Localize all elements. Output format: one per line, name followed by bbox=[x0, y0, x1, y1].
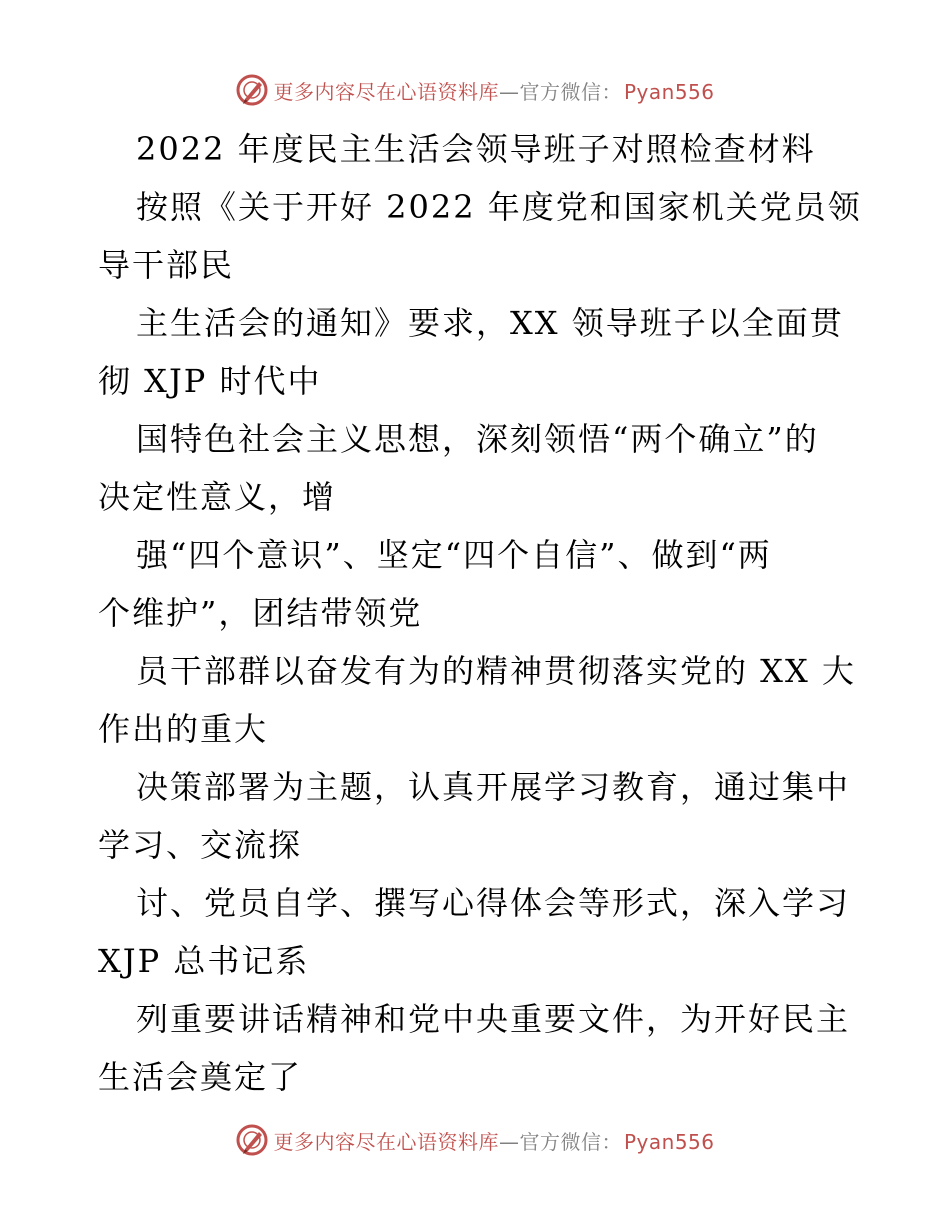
watermark-header bbox=[0, 70, 950, 110]
watermark-separator: — bbox=[498, 1129, 520, 1154]
watermark-brand: 更多内容尽在心语资料库 bbox=[273, 79, 499, 104]
watermark-id: Pyan556 bbox=[623, 79, 715, 104]
paragraph-line: 国特色社会主义思想，深刻领悟“两个确立”的 bbox=[136, 420, 819, 458]
paragraph-line: 学习、交流探 bbox=[98, 826, 303, 864]
watermark-id: Pyan556 bbox=[623, 1129, 715, 1154]
paragraph-line: 决定性意义，增 bbox=[98, 478, 337, 516]
paragraph-line: 作出的重大 bbox=[98, 710, 269, 748]
document-body bbox=[98, 120, 862, 1106]
watermark-footer bbox=[0, 1120, 950, 1160]
watermark-official: 官方微信： bbox=[519, 1129, 622, 1154]
paragraph-line: 主生活会的通知》要求，XX 领导班子以全面贯 bbox=[136, 304, 844, 342]
paragraph-line: 按照《关于开好 2022 年度党和国家机关党员领 bbox=[136, 188, 862, 226]
watermark-official: 官方微信： bbox=[519, 79, 622, 104]
writing-brush-seal-icon bbox=[235, 73, 269, 107]
document-title: 2022 年度民主生活会领导班子对照检查材料 bbox=[136, 130, 816, 168]
paragraph-line: 个维护”，团结带领党 bbox=[98, 594, 423, 632]
paragraph-line: 生活会奠定了 bbox=[98, 1058, 303, 1096]
paragraph-line: XJP 总书记系 bbox=[98, 942, 310, 980]
paragraph-line: 员干部群以奋发有为的精神贯彻落实党的 XX 大 bbox=[136, 652, 856, 690]
paragraph-line: 导干部民 bbox=[98, 246, 235, 284]
watermark-separator: — bbox=[498, 79, 520, 104]
paragraph-line: 列重要讲话精神和党中央重要文件，为开好民主 bbox=[136, 1000, 851, 1038]
watermark-brand: 更多内容尽在心语资料库 bbox=[273, 1129, 499, 1154]
paragraph-line: 强“四个意识”、坚定“四个自信”、做到“两 bbox=[136, 536, 772, 574]
paragraph-line: 讨、党员自学、撰写心得体会等形式，深入学习 bbox=[136, 884, 851, 922]
writing-brush-seal-icon bbox=[235, 1123, 269, 1157]
paragraph-line: 决策部署为主题，认真开展学习教育，通过集中 bbox=[136, 768, 851, 806]
paragraph-line: 彻 XJP 时代中 bbox=[98, 362, 322, 400]
